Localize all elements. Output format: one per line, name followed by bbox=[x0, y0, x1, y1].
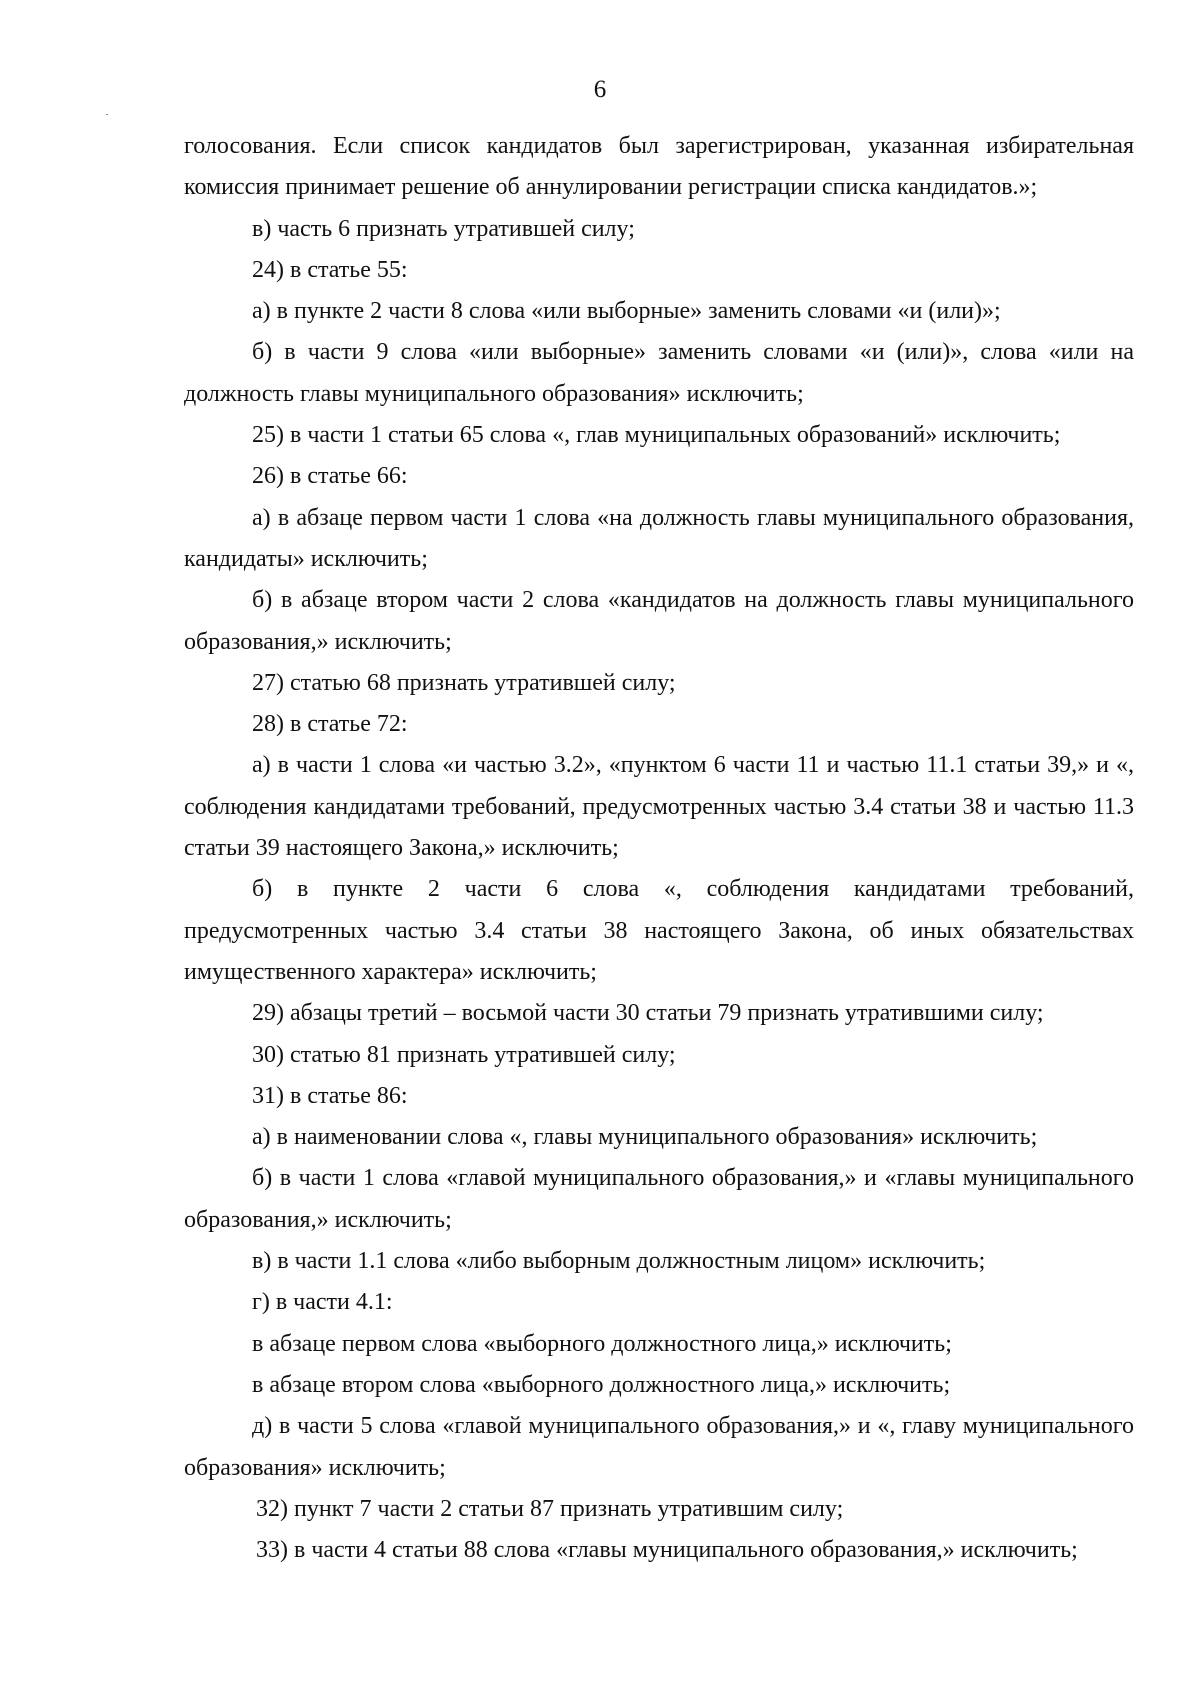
paragraph: б) в части 9 слова «или выборные» заменить словами «и (или)», слова «или на должность главы муниципального образования» исключить; bbox=[184, 339, 1134, 407]
paragraph: 32) пункт 7 части 2 статьи 87 признать утратившим силу; bbox=[256, 1495, 844, 1522]
document-body bbox=[184, 126, 1134, 1571]
paragraph-continuation: голосования. Если список кандидатов был зарегистрирован, указанная избирательная комиссия принимает решение об аннулировании регистрации списка кандидатов.»; bbox=[184, 133, 1134, 201]
paragraph: 27) статью 68 признать утратившей силу; bbox=[252, 669, 676, 696]
paragraph: 33) в части 4 статьи 88 слова «главы муниципального образования,» исключить; bbox=[256, 1537, 1078, 1564]
paragraph: а) в части 1 слова «и частью 3.2», «пунктом 6 части 11 и частью 11.1 статьи 39,» и «, соблюдения кандидатами требований, предусмотренных частью 3.4 статьи 38 и частью 11.3 статьи 39 настоящего Закона,» исключить; bbox=[184, 752, 1134, 862]
paragraph: б) в части 1 слова «главой муниципального образования,» и «главы муниципального образования,» исключить; bbox=[184, 1165, 1134, 1233]
page-number: 6 bbox=[593, 76, 607, 103]
paragraph: в) часть 6 признать утратившей силу; bbox=[252, 215, 635, 242]
paragraph: в) в части 1.1 слова «либо выборным должностным лицом» исключить; bbox=[252, 1248, 986, 1275]
paragraph: 30) статью 81 признать утратившей силу; bbox=[252, 1041, 676, 1068]
paragraph: г) в части 4.1: bbox=[252, 1289, 393, 1316]
paragraph: 29) абзацы третий – восьмой части 30 статьи 79 признать утратившими силу; bbox=[252, 1000, 1044, 1027]
paragraph: 31) в статье 86: bbox=[252, 1082, 408, 1109]
paragraph: а) в пункте 2 части 8 слова «или выборные» заменить словами «и (или)»; bbox=[252, 298, 1001, 325]
paragraph: а) в абзаце первом части 1 слова «на должность главы муниципального образования, кандидаты» исключить; bbox=[184, 504, 1134, 572]
scan-mark bbox=[106, 114, 108, 115]
paragraph: б) в абзаце втором части 2 слова «кандидатов на должность главы муниципального образования,» исключить; bbox=[184, 587, 1134, 655]
paragraph: 25) в части 1 статьи 65 слова «, глав муниципальных образований» исключить; bbox=[252, 422, 1061, 449]
paragraph: б) в пункте 2 части 6 слова «, соблюдения кандидатами требований, предусмотренных частью 3.4 статьи 38 настоящего Закона, об иных обязательствах имущественного характера» исключить; bbox=[184, 876, 1134, 985]
paragraph: 28) в статье 72: bbox=[252, 711, 408, 738]
paragraph: в абзаце первом слова «выборного должностного лица,» исключить; bbox=[252, 1330, 952, 1357]
paragraph: 26) в статье 66: bbox=[252, 463, 408, 490]
paragraph: д) в части 5 слова «главой муниципального образования,» и «, главу муниципального образования» исключить; bbox=[184, 1413, 1134, 1481]
paragraph: 24) в статье 55: bbox=[252, 256, 408, 283]
paragraph: в абзаце втором слова «выборного должностного лица,» исключить; bbox=[252, 1371, 951, 1398]
paragraph: а) в наименовании слова «, главы муниципального образования» исключить; bbox=[252, 1124, 1038, 1151]
